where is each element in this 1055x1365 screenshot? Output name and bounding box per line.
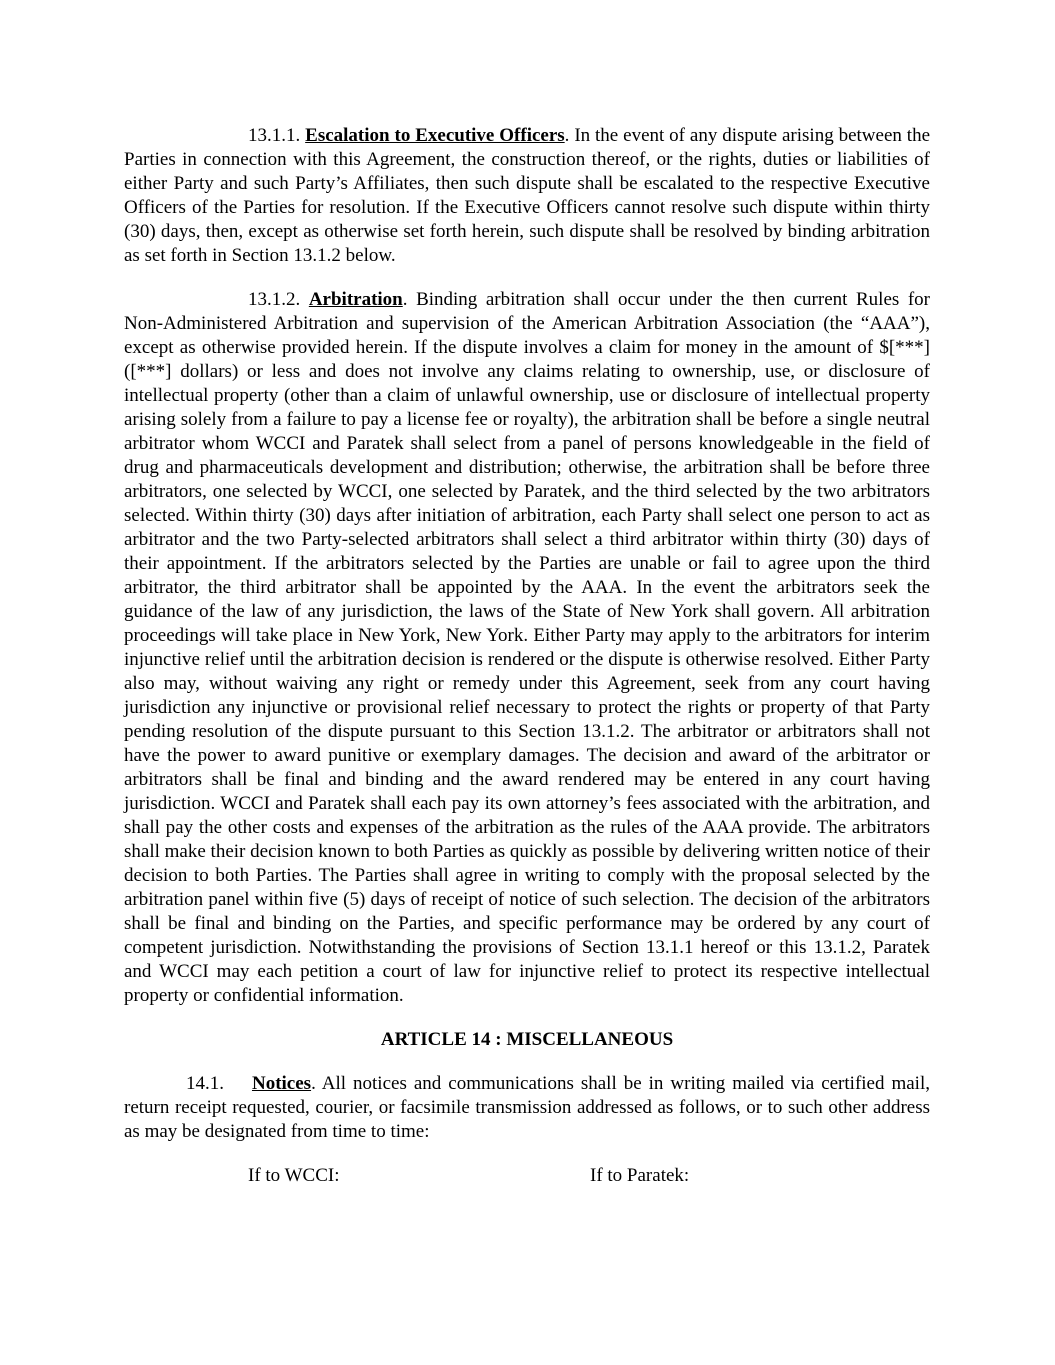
section-number: 13.1.2. <box>248 289 301 310</box>
section-body: . Binding arbitration shall occur under the then current Rules for Non-Administered Arbitration and supervision of the American Arbitration Association (the “AAA”), except as otherwise provided herein. If the dispute involves a claim for money in the amount of $[***] ([***] dollars) or less and does not involve any claims relating to ownership, use, or disclosure of intellectual property (other than a claim of unlawful ownership, use or disclosure of intellectual property arising solely from a failure to pay a license fee or royalty), the arbitration shall be before a single neutral arbitrator whom WCCI and Paratek shall select from a panel of persons knowledgeable in the field of drug and pharmaceuticals development and distribution; otherwise, the arbitration shall be before three arbitrators, one selected by WCCI, one selected by Paratek, and the third selected by the two arbitrators selected. Within thirty (30) days after initiation of arbitration, each Party shall select one person to act as arbitrator and the two Party-selected arbitrators shall select a third arbitrator within thirty (30) days of their appointment. If the arbitrators selected by the Parties are unable or fail to agree upon the third arbitrator, the third arbitrator shall be appointed by the AAA. In the event the arbitrators seek the guidance of the law of any jurisdiction, the laws of the State of New York shall govern. All arbitration proceedings will take place in New York, New York. Either Party may apply to the arbitrators for interim injunctive relief until the arbitration decision is rendered or the dispute is otherwise resolved. Either Party also may, without waiving any right or remedy under this Agreement, seek from any court having jurisdiction any injunctive or provisional relief necessary to protect the rights or property of that Party pending resolution of the dispute pursuant to this Section 13.1.2. The arbitrator or arbitrators shall not have the power to award punitive or exemplary damages. The decision and award of the arbitrator or arbitrators shall be final and binding and the award rendered may be entered in any court having jurisdiction. WCCI and Paratek shall each pay its own attorney’s fees associated with the arbitration, and shall pay the other costs and expenses of the arbitration as the rules of the AAA provide. The arbitrators shall make their decision known to both Parties as quickly as possible by delivering written notice of their decision to both Parties. The Parties shall agree in writing to comply with the proposal selected by the arbitration panel within five (5) days of receipt of notice of such selection. The decision of the arbitrators shall be final and binding on the Parties, and specific performance may be ordered by any court of competent jurisdiction. Notwithstanding the provisions of Section 13.1.1 hereof or this 13.1.2, Paratek and WCCI may each petition a court of law for injunctive relief to protect its respective intellectual property or confidential information. <box>124 289 930 1006</box>
section-13-1-2 <box>124 288 930 1008</box>
section-body: . In the event of any dispute arising between the Parties in connection with this Agreement, the construction thereof, or the rights, duties or liabilities of either Party and such Party’s Affiliates, then such dispute shall be escalated to the respective Executive Officers of the Parties for resolution. If the Executive Officers cannot resolve such dispute within thirty (30) days, then, except as otherwise set forth herein, such dispute shall be resolved by binding arbitration as set forth in Section 13.1.2 below. <box>124 125 931 266</box>
paratek-address-label: If to Paratek: <box>590 1165 690 1186</box>
address-row <box>124 1164 930 1188</box>
section-body: . All notices and communications shall be in writing mailed via certified mail, return receipt requested, courier, or facsimile transmission addressed as follows, or to such other address as may be designated from time to time: <box>124 1073 930 1142</box>
section-heading: Notices <box>251 1073 312 1094</box>
article-heading: ARTICLE 14 : MISCELLANEOUS <box>380 1029 674 1050</box>
section-heading: Escalation to Executive Officers <box>305 125 565 146</box>
section-14-1 <box>124 1072 930 1144</box>
section-number: 13.1.1. <box>248 125 301 146</box>
section-number: 14.1. <box>186 1073 224 1094</box>
wcci-address-label: If to WCCI: <box>248 1165 340 1186</box>
document-page <box>124 124 930 1188</box>
section-13-1-1 <box>124 124 930 268</box>
section-heading: Arbitration <box>308 289 403 310</box>
